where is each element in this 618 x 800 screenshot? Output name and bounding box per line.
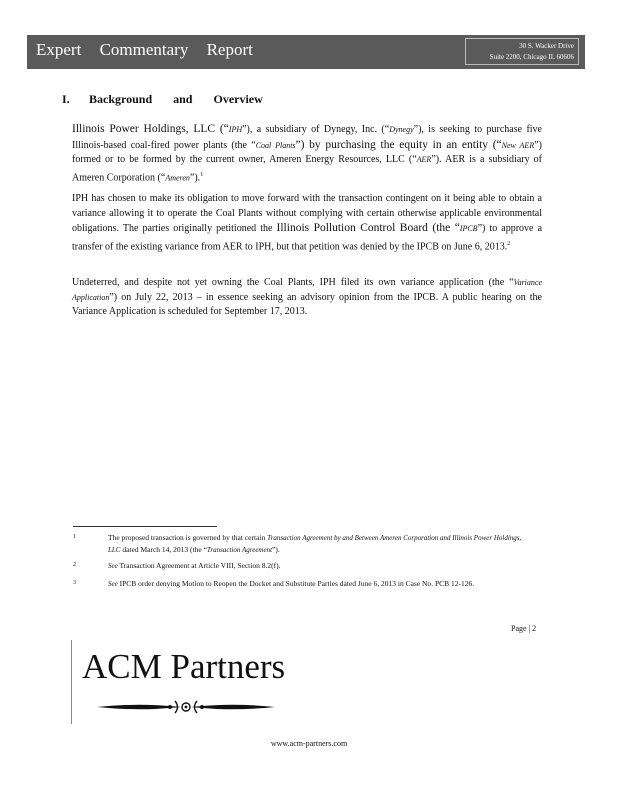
- footnote-2: 2 See Transaction Agreement at Article VIII, Section 8.2(f).: [73, 561, 281, 570]
- footnote-separator: [73, 526, 217, 527]
- term-aer: AER: [416, 155, 432, 164]
- section-heading: [62, 92, 263, 107]
- report-title: Expert Commentary Report: [36, 40, 253, 59]
- footnote-1: 1 The proposed transaction is governed by that certain Transaction Agreement by and Between Ameren Corporation and Illinois Power Holdings, LLC dated March 14, 2013 (the “Transaction Agreement”).: [73, 533, 522, 554]
- term-ameren: Ameren: [165, 172, 190, 182]
- logo-divider: [71, 640, 72, 724]
- footnote-3: 3 See IPCB order denying Motion to Reopen the Docket and Substitute Parties dated June 6, 2013 in Case No. PCB 12-126.: [73, 579, 475, 588]
- term-coal-plants: Coal Plants: [255, 140, 296, 150]
- page-number: Page | 2: [511, 624, 537, 633]
- footer-url[interactable]: www.acm-partners.com: [270, 739, 348, 748]
- term-new-aer: New AER: [501, 140, 535, 150]
- section-title: Background and Overview: [89, 92, 263, 106]
- address-line-2: Suite 2200, Chicago IL 60606: [489, 53, 574, 61]
- footnote-ref-2[interactable]: 2: [507, 240, 511, 247]
- term-ipcb: IPCB: [459, 224, 478, 233]
- ornament-icon: [97, 696, 275, 718]
- paragraph-3: Undeterred, and despite not yet owning the Coal Plants, IPH filed its own variance application (the “Variance Application”) on July 22, 2013 – in essence seeking an advisory opinion from the IPCB. A public hearing on the Variance Application is scheduled for September 17, 2013.: [72, 277, 542, 317]
- company-logo: ACM Partners: [82, 647, 286, 686]
- address-box: [465, 38, 579, 65]
- term-variance-application: Variance Application: [72, 278, 542, 302]
- section-number: I.: [62, 92, 70, 106]
- term-iph: IPH: [228, 125, 243, 134]
- term-board: Illinois Pollution Control Board: [276, 222, 428, 234]
- paragraph-2: IPH has chosen to make its obligation to move forward with the transaction contingent on it being able to obtain a variance allowing it to operate the Coal Plants without complying with certain otherwise applicable environmental obligations. The parties originally petitioned the Illinois Pollution Control Board (the “IPCB”) to approve a transfer of the existing variance from AER to IPH, but that petition was denied by the IPCB on June 6, 2013.$^2$: [72, 193, 543, 252]
- header-bar: [27, 35, 585, 69]
- term-dynegy: Dynegy: [389, 125, 414, 134]
- address-line-1: 30 S. Wacker Drive: [519, 42, 574, 50]
- footnote-ref-1[interactable]: 1: [200, 171, 204, 178]
- paragraph-1: Illinois Power Holdings, LLC (“IPH”), a subsidiary of Dynegy, Inc. (“Dynegy”), is seeking to purchase five Illinois-based coal-fired power plants (the “Coal Plants”) by purchasing the equity in an entity (“New AER”) formed or to be formed by the current owner, Ameren Energy Resources, LLC (“AER”). AER is a subsidiary of Ameren Corporation (“Ameren”).$^1$: [72, 123, 543, 183]
